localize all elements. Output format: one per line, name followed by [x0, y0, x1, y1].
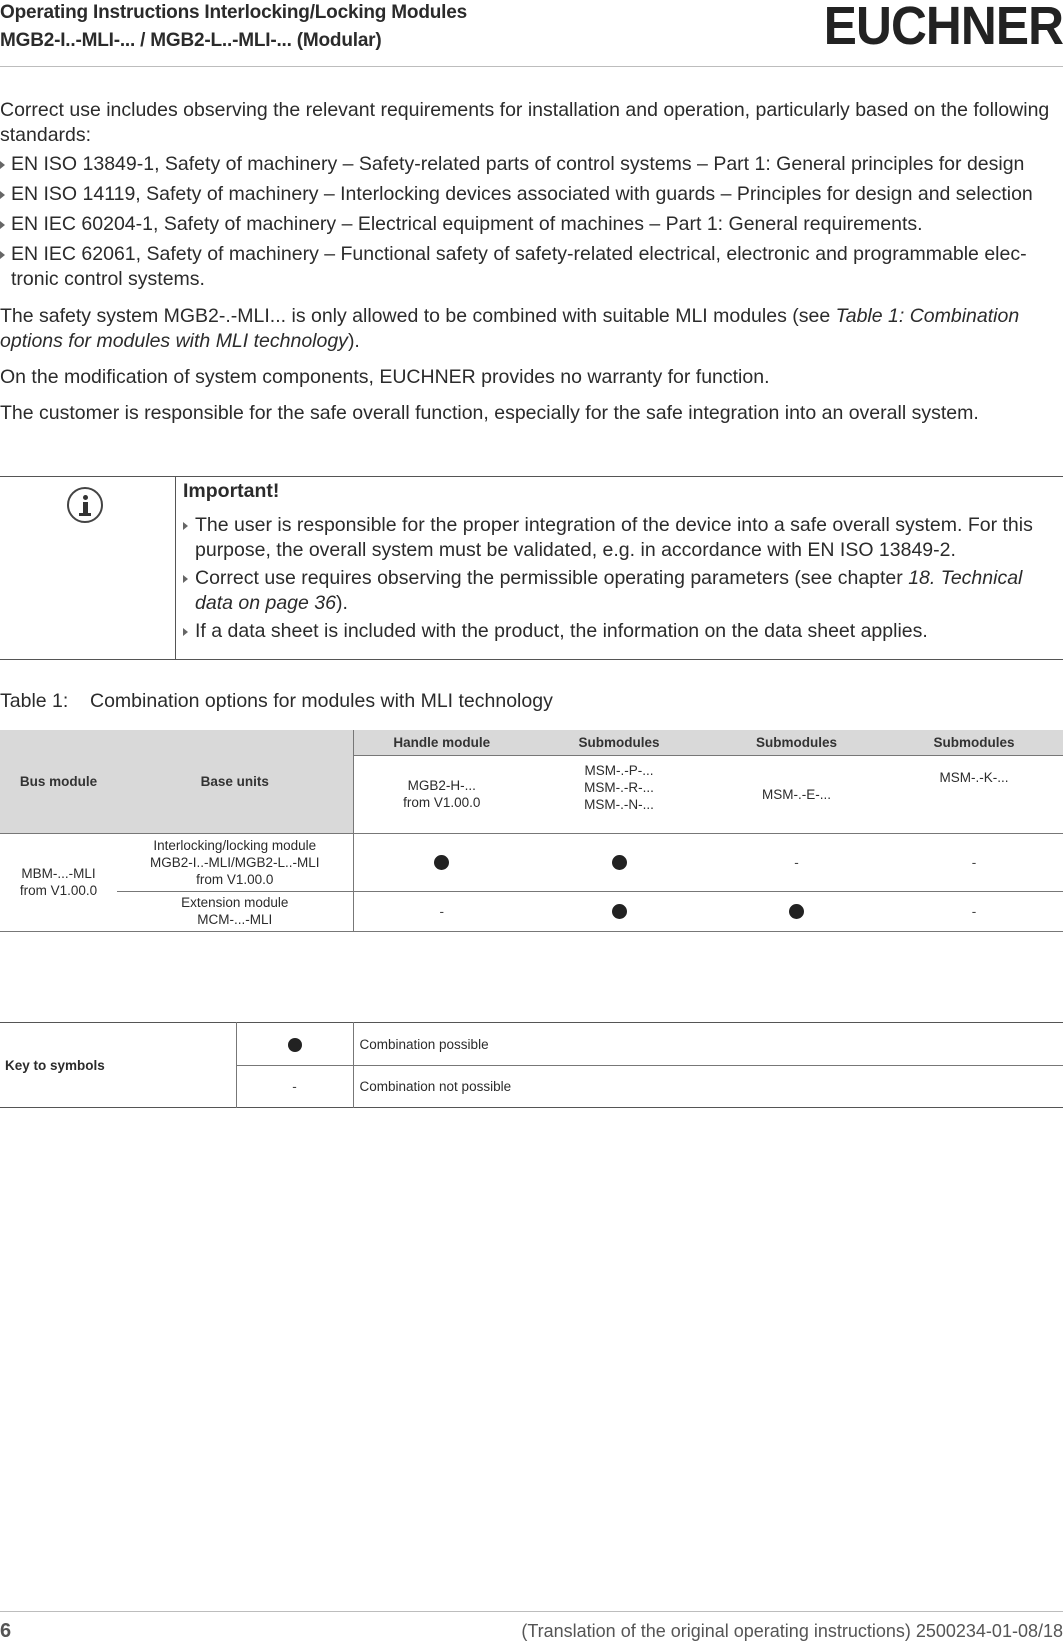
- key-to-symbols-table: [0, 1022, 1063, 1108]
- key-possible-text: Combination possible: [353, 1023, 1063, 1066]
- document-title-line-2: MGB2-I..-MLI-... / MGB2-L..-MLI-... (Modular): [0, 30, 382, 51]
- list-item: The user is responsible for the proper integration of the device into a safe overall system. For this purpose, the overall system must be validated, e.g. in accordance with EN ISO 13849-2.: [183, 513, 1063, 563]
- document-title-line-1: Operating Instructions Interlocking/Locking Modules: [0, 2, 467, 23]
- bus-module-header: Bus module: [0, 730, 117, 833]
- table-number: Table 1:: [0, 690, 69, 712]
- list-item: EN IEC 62061, Safety of machinery – Functional safety of safety-related electrical, electronic and programmable elec-tronic control systems.: [0, 242, 1063, 292]
- important-notice: [0, 476, 1063, 660]
- document-title: [0, 0, 467, 55]
- submodule-value: MSM-.-P-... MSM-.-R-... MSM-.-N-...: [530, 755, 708, 833]
- bullet-arrow-icon: [0, 251, 5, 259]
- combination-possible-icon: [789, 904, 804, 919]
- responsibility-paragraph: The customer is responsible for the safe overall function, especially for the safe integration into an overall system.: [0, 402, 979, 424]
- combination-possible-icon: [612, 855, 627, 870]
- table-cell: [708, 891, 885, 931]
- combination-possible-icon: [434, 855, 449, 870]
- table-caption: [0, 689, 553, 714]
- notice-icon-cell: [0, 477, 176, 659]
- table-cell: [530, 891, 708, 931]
- table-reference-link[interactable]: Table 1: Combination options for modules with MLI technology: [0, 305, 1020, 352]
- bullet-arrow-icon: [183, 575, 188, 583]
- bullet-arrow-icon: [0, 221, 5, 229]
- combination-possible-icon: [288, 1038, 302, 1052]
- footer-document-id: (Translation of the original operating instructions) 2500234-01-08/18: [521, 1621, 1063, 1641]
- list-item: EN IEC 60204-1, Safety of machinery – Electrical equipment of machines – Part 1: General requirements.: [0, 212, 1063, 237]
- table-cell: -: [353, 891, 530, 931]
- page-header: [0, 0, 1063, 67]
- handle-module-value: MGB2-H-... from V1.00.0: [353, 755, 530, 833]
- notice-text-cell: [183, 477, 1063, 647]
- list-item: EN ISO 14119, Safety of machinery – Interlocking devices associated with guards – Principles for design and selection: [0, 182, 1063, 207]
- submodules-header: Submodules: [885, 730, 1063, 755]
- base-unit-extension: Extension module MCM-...-MLI: [117, 891, 353, 931]
- combination-possible-icon: [612, 904, 627, 919]
- table-cell: [530, 833, 708, 891]
- standards-list: [0, 152, 1063, 292]
- list-item: If a data sheet is included with the product, the information on the data sheet applies.: [183, 619, 1063, 644]
- list-item: Correct use requires observing the permissible operating parameters (see chapter 18. Technical data on page 36).: [183, 566, 1063, 616]
- table-cell: -: [708, 833, 885, 891]
- submodule-value: MSM-.-E-...: [708, 755, 885, 833]
- bullet-arrow-icon: [183, 522, 188, 530]
- key-label: Key to symbols: [0, 1023, 236, 1108]
- chapter-reference-link[interactable]: 18. Technical data on page 36: [195, 567, 1023, 614]
- notice-list: [183, 513, 1063, 644]
- submodules-header: Submodules: [530, 730, 708, 755]
- table-cell: -: [885, 891, 1063, 931]
- submodule-value: MSM-.-K-...: [885, 755, 1063, 833]
- modification-paragraph: On the modification of system components, EUCHNER provides no warranty for function.: [0, 366, 770, 388]
- bus-module-value: MBM-...-MLI from V1.00.0: [0, 833, 117, 931]
- table-cell: -: [885, 833, 1063, 891]
- combination-table: [0, 730, 1063, 932]
- bullet-arrow-icon: [183, 628, 188, 636]
- table-cell: [236, 1023, 353, 1066]
- submodules-header: Submodules: [708, 730, 885, 755]
- table-cell: [353, 833, 530, 891]
- bullet-arrow-icon: [0, 161, 5, 169]
- intro-text: Correct use includes observing the relevant requirements for installation and operation, particularly based on the following standards:: [0, 99, 1050, 146]
- main-content: [0, 98, 1063, 426]
- combination-paragraph: The safety system MGB2-.-MLI... is only allowed to be combined with suitable MLI modules (see Table 1: Combination options for modules with MLI technology).: [0, 305, 1020, 352]
- notice-title: Important!: [183, 480, 280, 502]
- euchner-logo: EUCHNER: [823, 0, 1063, 56]
- table-title: Combination options for modules with MLI technology: [90, 690, 553, 712]
- list-item: EN ISO 13849-1, Safety of machinery – Safety-related parts of control systems – Part 1: General principles for design: [0, 152, 1063, 177]
- info-icon: [67, 487, 103, 523]
- base-units-header: Base units: [117, 730, 353, 833]
- base-unit-interlocking: Interlocking/locking module MGB2-I..-MLI/MGB2-L..-MLI from V1.00.0: [117, 833, 353, 891]
- key-not-possible-symbol: -: [236, 1066, 353, 1108]
- page-number: 6: [0, 1620, 12, 1642]
- handle-module-header: Handle module: [353, 730, 530, 755]
- page-footer: [0, 1611, 1063, 1642]
- key-not-possible-text: Combination not possible: [359, 1079, 512, 1094]
- bullet-arrow-icon: [0, 191, 5, 199]
